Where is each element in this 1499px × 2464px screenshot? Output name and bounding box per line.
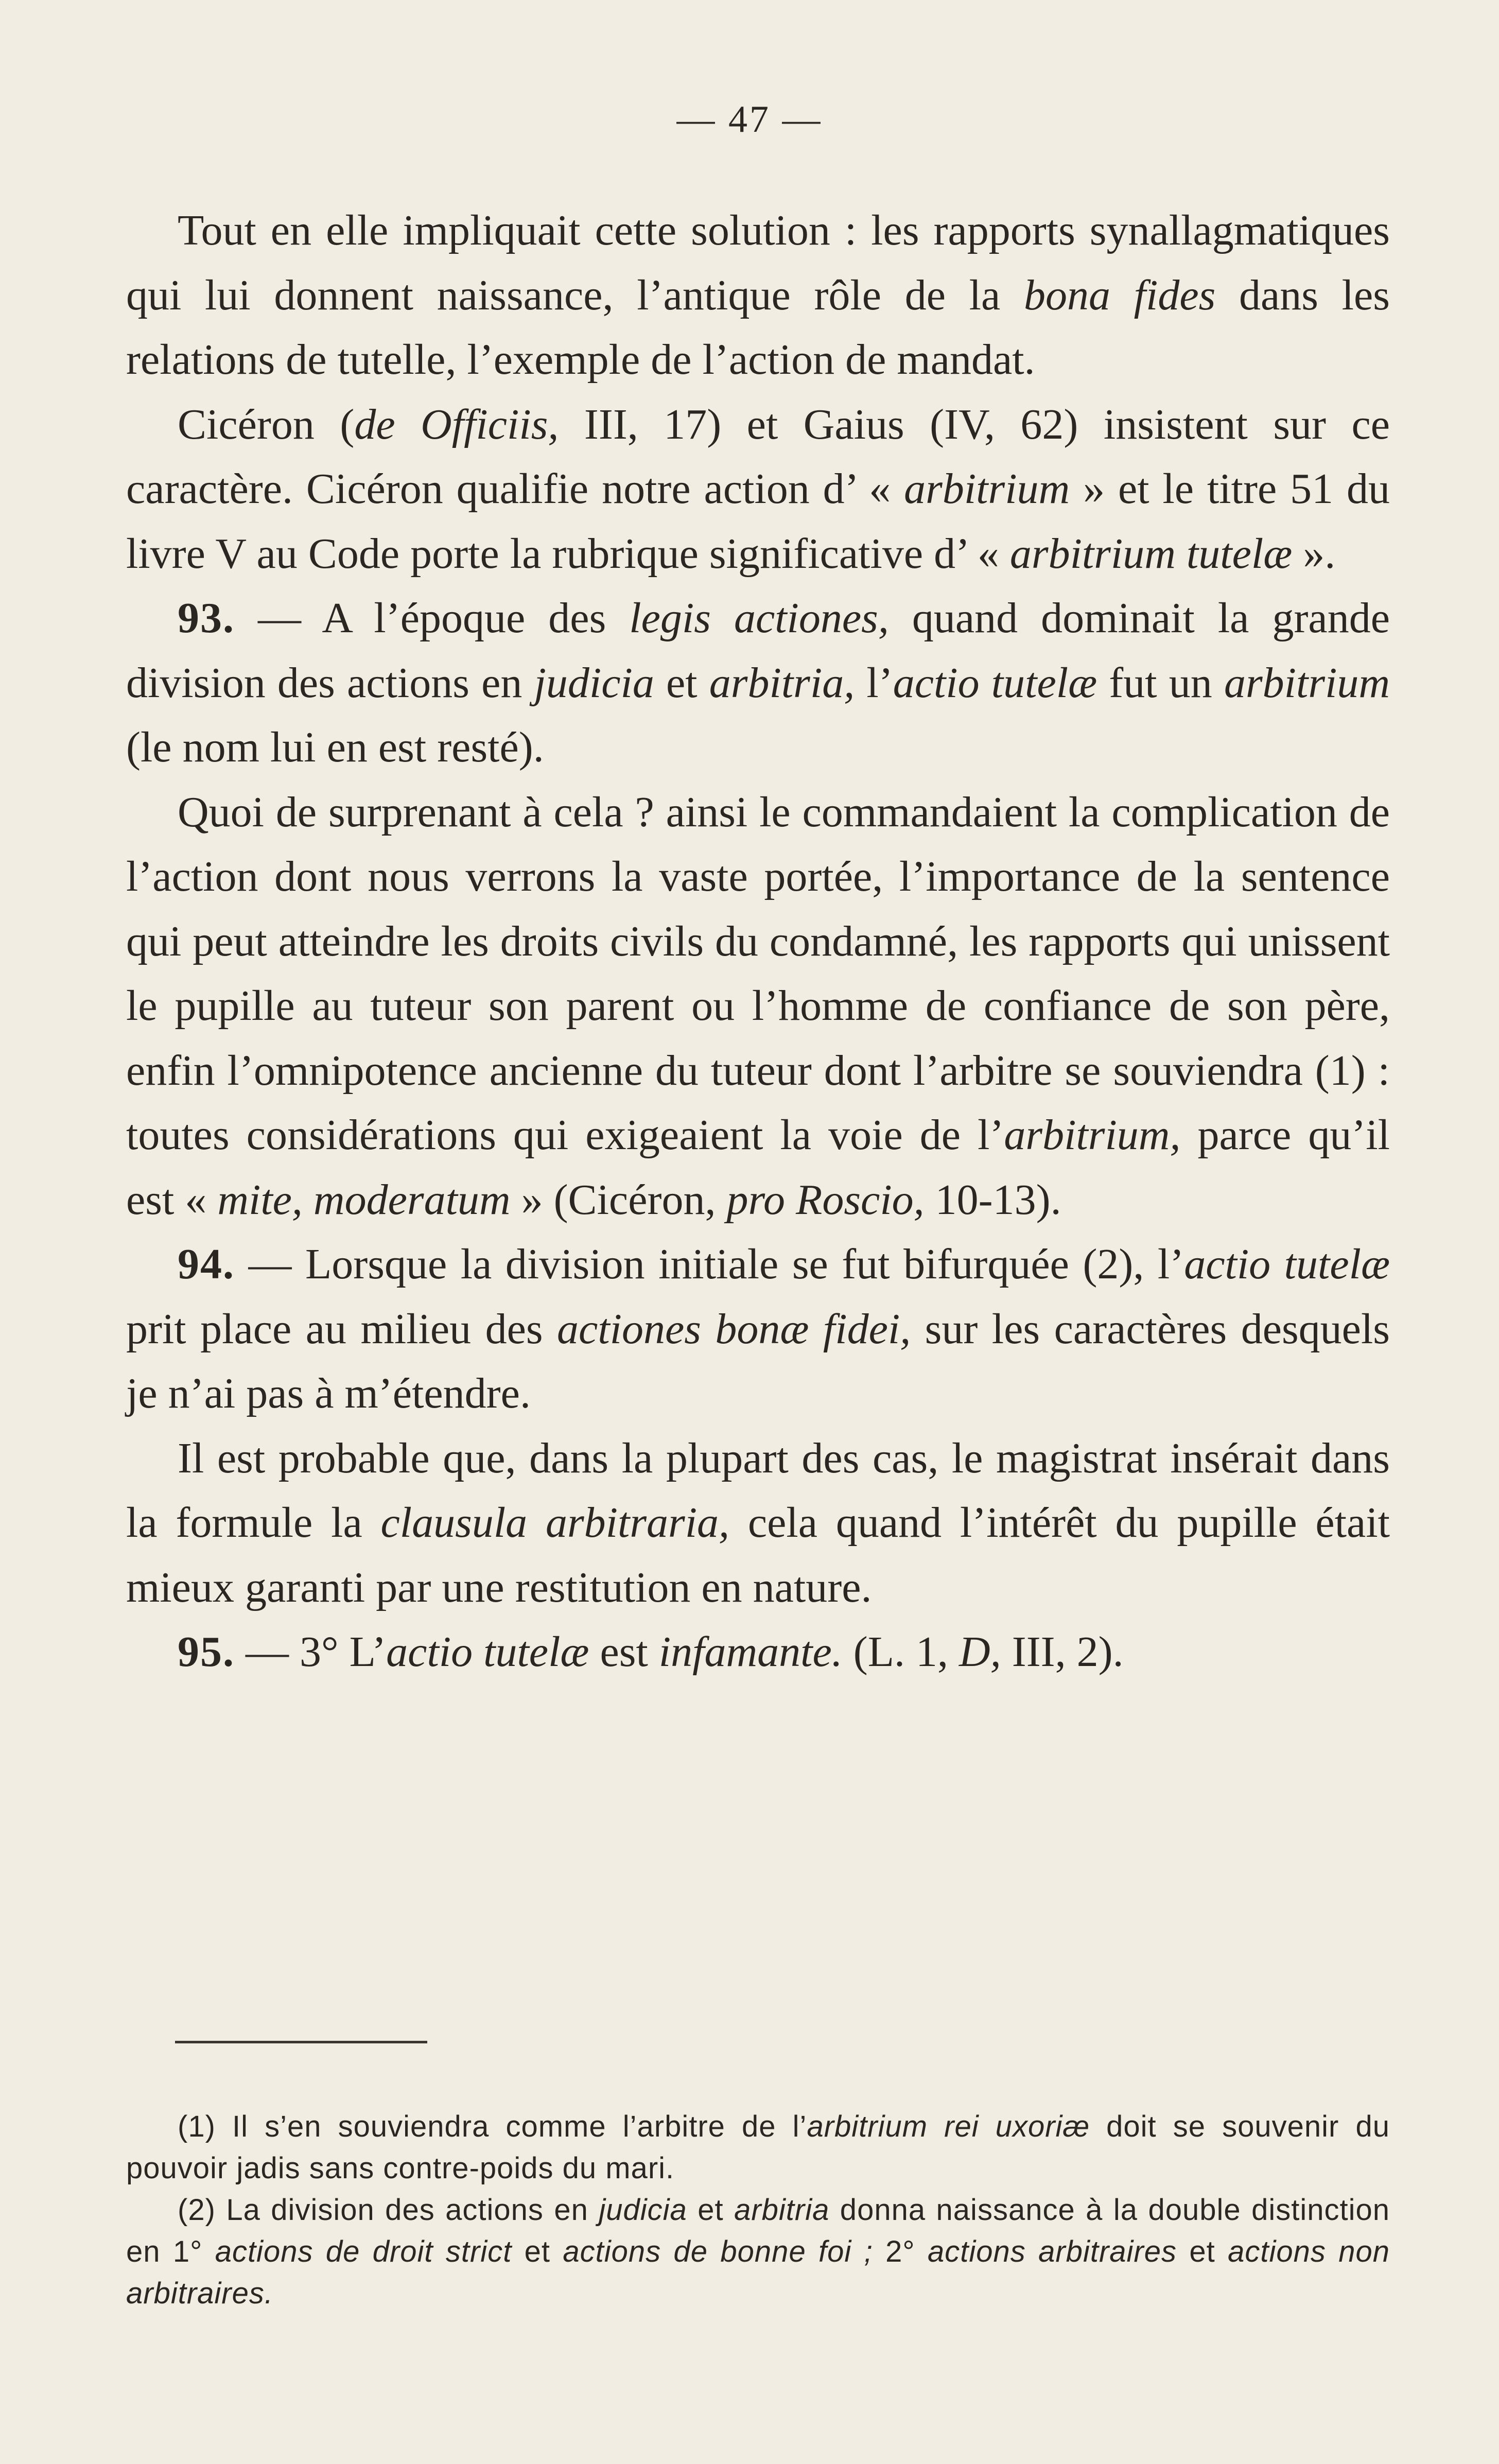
footnote-divider — [175, 2041, 427, 2043]
text-run: — A l’époque des — [235, 594, 630, 642]
italic-phrase: clausula arbitraria, — [380, 1499, 730, 1547]
text-run: ». — [1292, 529, 1336, 578]
text-run: — Lorsque la division initiale se fut bifurquée (2), l’ — [235, 1240, 1184, 1288]
text-run: est — [589, 1628, 659, 1676]
italic-phrase: actions de droit strict — [215, 2235, 512, 2268]
text-run: (1) Il s’en souviendra comme l’arbitre de l’ — [178, 2110, 807, 2143]
italic-phrase: judicia — [599, 2193, 687, 2227]
text-run: (L. 1, — [842, 1628, 960, 1676]
italic-phrase: actio tutelæ — [386, 1628, 589, 1676]
text-run: — 3° L’ — [235, 1628, 387, 1676]
paragraph-2 — [126, 392, 1390, 586]
text-run: Quoi de surprenant à cela ? ainsi le commandaient la complication de l’action dont nous verrons la vaste portée, l’importance de la sentence qui peut atteindre les droits civils du condamné, les rapports qui unissent le pupille au tuteur son parent ou l’homme de confiance de son père, enfin l’omnipotence ancienne du tuteur dont l’arbitre se souviendra (1) : toutes considérations qui exigeaient la voie de l’ — [126, 788, 1390, 1159]
text-run: cela quand l’intérêt du pupille était mieux garanti par une restitution en nature. — [126, 1499, 1390, 1611]
text-run: quand dominait la grande division des actions en — [126, 594, 1390, 707]
text-run: donna naissance à la double distinction en 1° — [126, 2193, 1390, 2268]
text-run: doit se souvenir du pouvoir jadis sans contre-poids du mari. — [126, 2110, 1390, 2185]
text-run: l’ — [855, 658, 893, 707]
italic-phrase: arbitrium rei uxoriæ — [807, 2110, 1090, 2143]
text-run: Il est probable que, dans la plupart des cas, le magistrat insérait dans la formule la — [126, 1434, 1390, 1547]
italic-phrase: actions non arbitraires. — [126, 2235, 1390, 2310]
paragraph-4 — [126, 780, 1390, 1233]
text-run: dans les relations de tutelle, l’exemple de l’action de mandat. — [126, 271, 1390, 384]
section-number: 93. — [178, 594, 235, 642]
italic-phrase: mite, moderatum — [217, 1175, 511, 1224]
text-run: III, 17) et Gaius (IV, 62) insistent sur ce caractère. Cicéron qualifie notre action d’ « — [126, 400, 1390, 513]
italic-phrase: D, — [959, 1628, 1001, 1676]
italic-phrase: arbitrium, — [1004, 1111, 1181, 1159]
text-run: Tout en elle impliquait cette solution : les rapports synallagmatiques qui lui donnent naissance, l’antique rôle de la — [126, 206, 1390, 319]
text-run: et — [654, 658, 709, 707]
text-run: et — [687, 2193, 735, 2227]
section-number: 94. — [178, 1240, 235, 1288]
text-run: fut un — [1097, 658, 1224, 707]
text-run: 2° — [873, 2235, 928, 2268]
text-run: prit place au milieu des — [126, 1305, 557, 1353]
text-run: III, 2). — [1001, 1628, 1124, 1676]
italic-phrase: arbitria, — [709, 658, 855, 707]
page-number: — 47 — — [676, 98, 823, 141]
footnotes — [126, 2106, 1390, 2314]
italic-phrase: infamante. — [658, 1628, 843, 1676]
text-run: sur les caractères desquels je n’ai pas à m’étendre. — [126, 1305, 1390, 1417]
italic-phrase: actions de bonne foi ; — [563, 2235, 873, 2268]
text-run: (le nom lui en est resté). — [126, 723, 544, 771]
body-text — [126, 198, 1390, 1685]
text-run: 10-13). — [924, 1175, 1061, 1224]
italic-phrase: arbitrium — [1224, 658, 1390, 707]
text-run: (2) La division des actions en — [178, 2193, 599, 2227]
text-run: et — [512, 2235, 563, 2268]
paragraph-6 — [126, 1426, 1390, 1620]
italic-phrase: judicia — [534, 658, 654, 707]
paragraph-1 — [126, 198, 1390, 392]
italic-phrase: arbitrium — [904, 465, 1070, 513]
italic-phrase: bona fides — [1024, 271, 1216, 319]
paragraph-93 — [126, 586, 1390, 780]
italic-phrase: pro Roscio, — [726, 1175, 925, 1224]
text-run: » et le titre 51 du livre V au Code porte la rubrique significative d’ « — [126, 465, 1390, 578]
text-run: et — [1176, 2235, 1228, 2268]
text-run: Cicéron ( — [178, 400, 355, 448]
italic-phrase: arbitrium tutelæ — [1009, 529, 1293, 578]
italic-phrase: actions arbitraires — [927, 2235, 1177, 2268]
section-number: 95. — [178, 1628, 235, 1676]
italic-phrase: actio tutelæ — [1184, 1240, 1390, 1288]
paragraph-95 — [126, 1620, 1390, 1685]
text-run: parce qu’il est « — [126, 1111, 1390, 1224]
footnote-1 — [126, 2106, 1390, 2189]
footnote-2 — [126, 2189, 1390, 2314]
italic-phrase: legis actiones, — [629, 594, 889, 642]
paragraph-94 — [126, 1232, 1390, 1426]
italic-phrase: actio tutelæ — [893, 658, 1097, 707]
italic-phrase: arbitria — [734, 2193, 830, 2227]
italic-phrase: actiones bonæ fidei, — [557, 1305, 911, 1353]
text-run: » (Cicéron, — [510, 1175, 727, 1224]
italic-phrase: de Officiis, — [354, 400, 559, 448]
